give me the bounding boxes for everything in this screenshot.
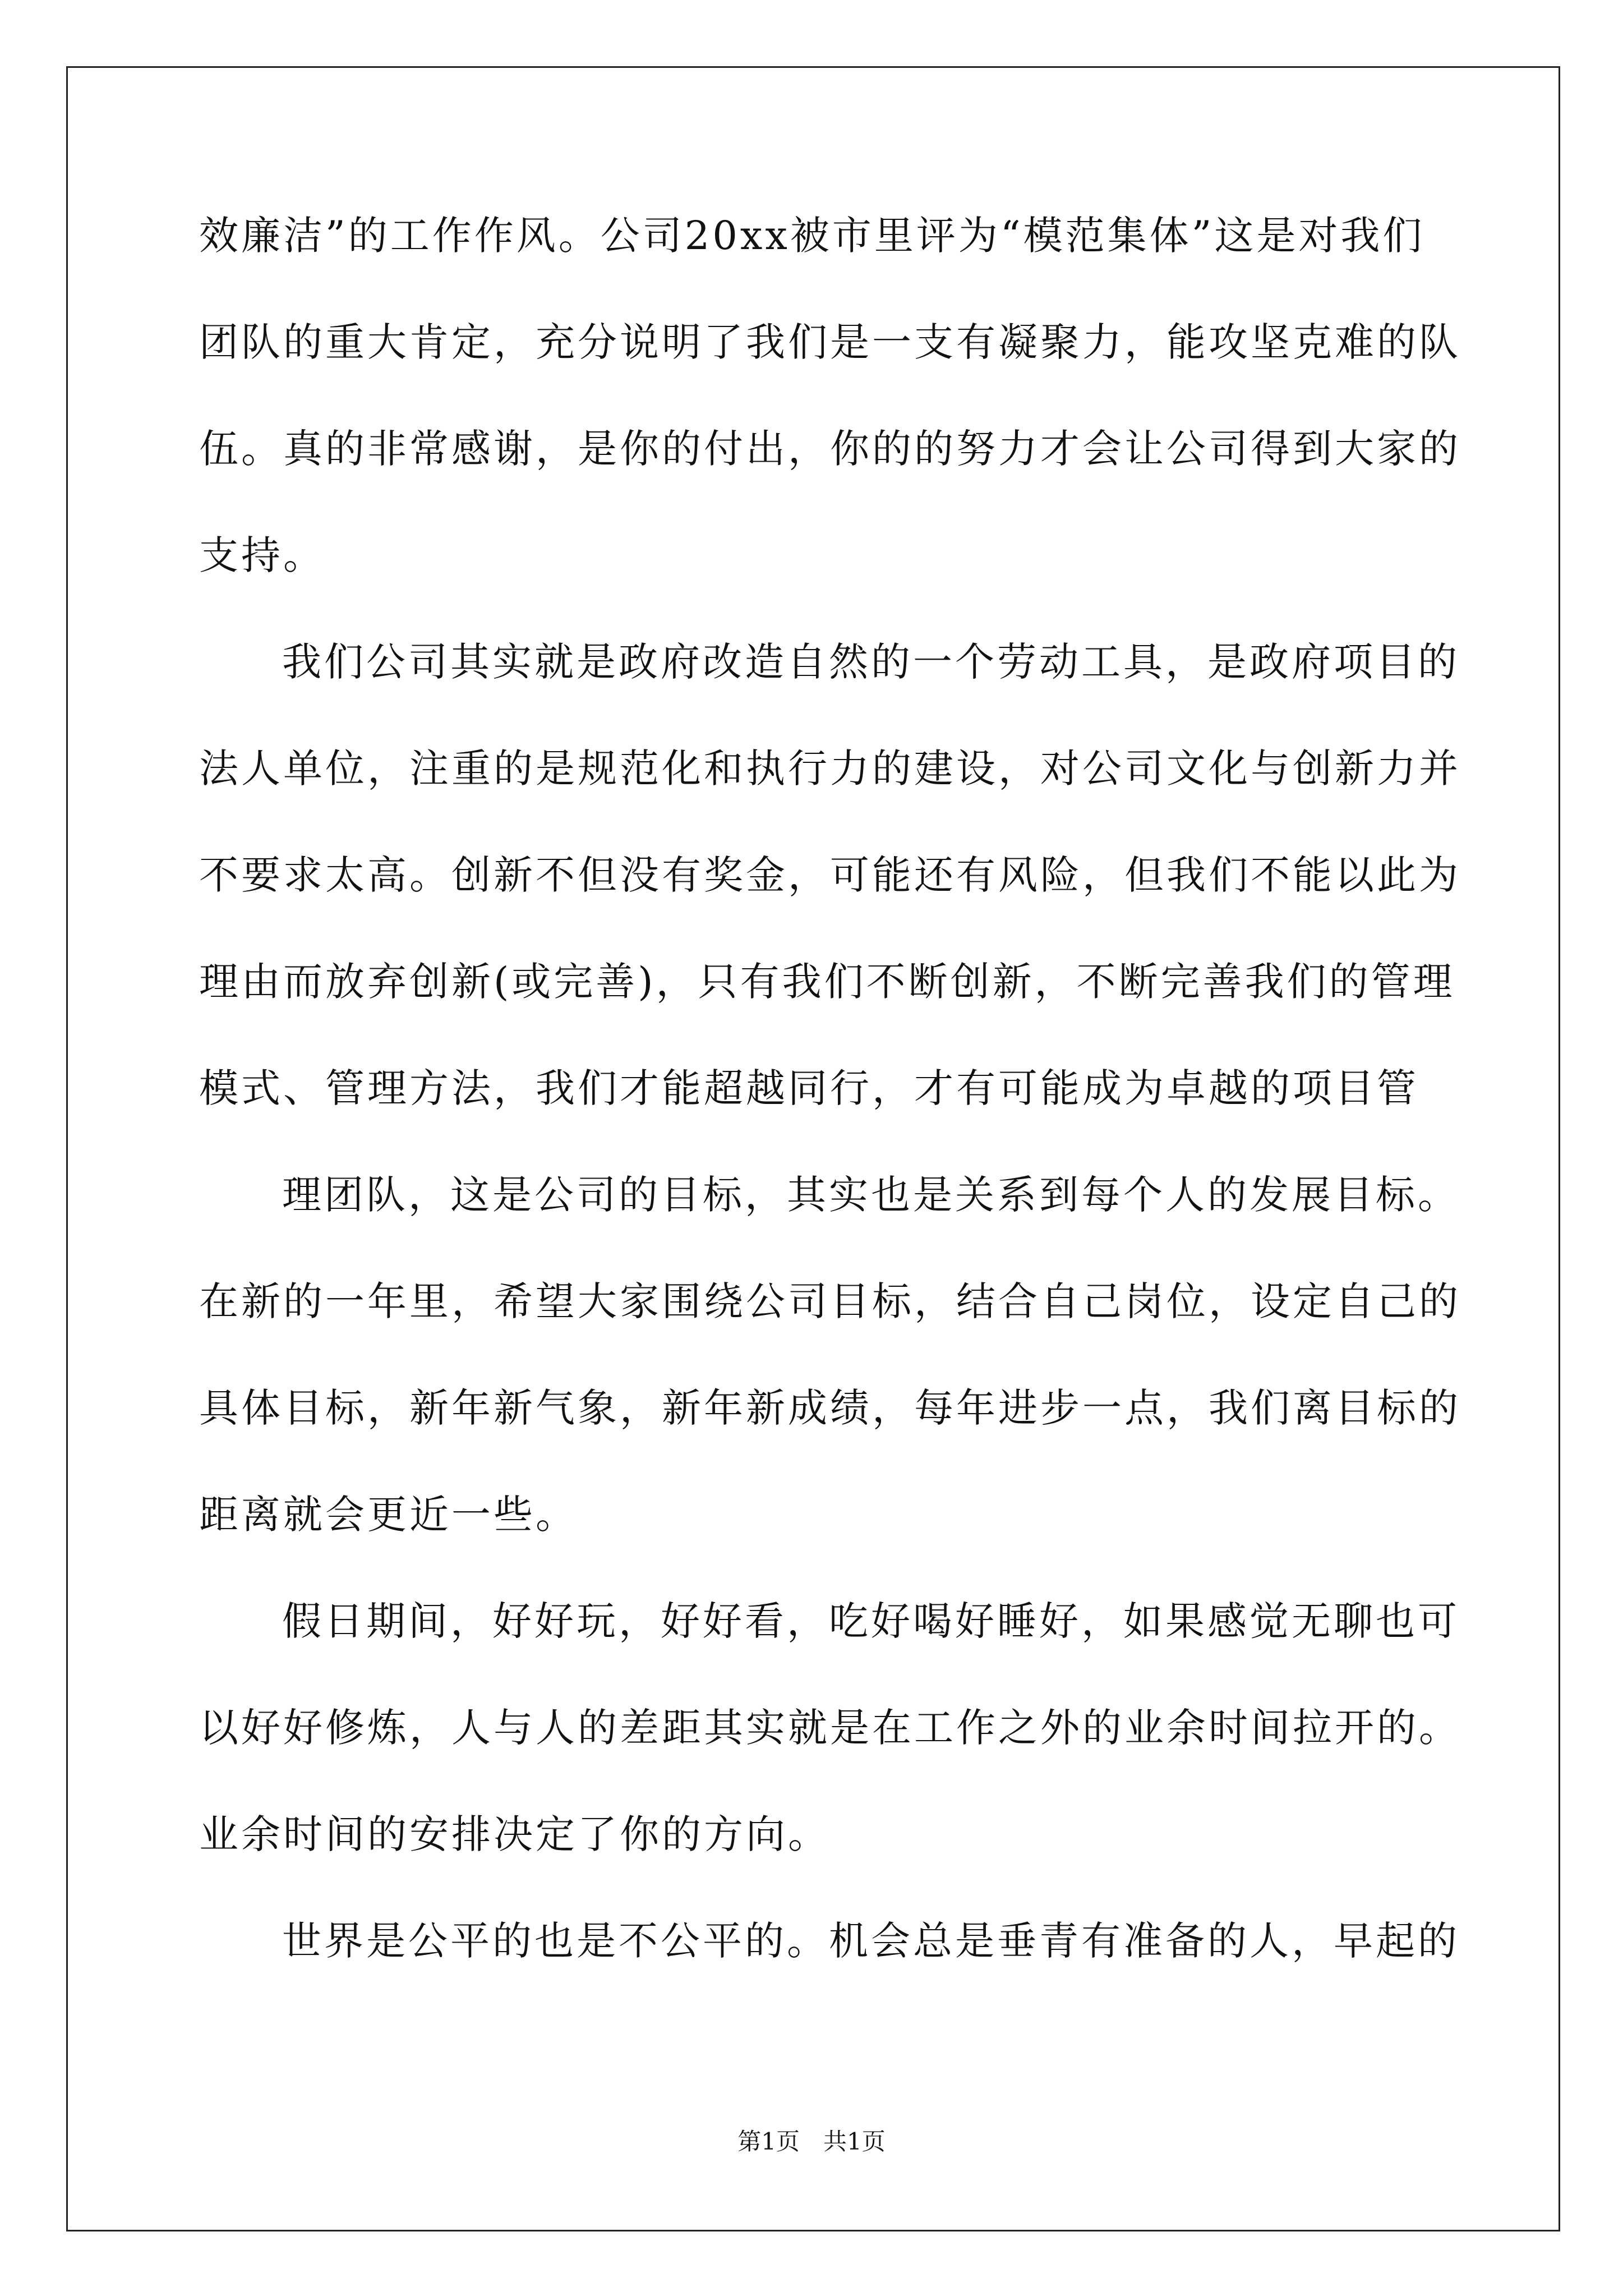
text-line: 在新的一年里，希望大家围绕公司目标，结合自己岗位，设定自己的 xyxy=(199,1278,1461,1324)
paragraph-first-line: 我们公司其实就是政府改造自然的一个劳动工具，是政府项目的 xyxy=(282,639,1460,685)
text-line: 以好好修炼，人与人的差距其实就是在工作之外的业余时间拉开的。 xyxy=(199,1705,1461,1751)
text-line: 具体目标，新年新气象，新年新成绩，每年进步一点，我们离目标的 xyxy=(199,1385,1461,1431)
paragraph-first-line: 世界是公平的也是不公平的。机会总是垂青有准备的人，早起的 xyxy=(282,1918,1460,1964)
text-line: 理由而放弃创新(或完善)，只有我们不断创新，不断完善我们的管理 xyxy=(199,959,1455,1005)
text-line: 模式、管理方法，我们才能超越同行，才有可能成为卓越的项目管 xyxy=(199,1065,1419,1111)
text-line: 团队的重大肯定，充分说明了我们是一支有凝聚力，能攻坚克难的队 xyxy=(199,319,1461,365)
text-line: 不要求太高。创新不但没有奖金，可能还有风险，但我们不能以此为 xyxy=(199,852,1461,898)
text-line: 法人单位，注重的是规范化和执行力的建设，对公司文化与创新力并 xyxy=(199,746,1461,792)
text-line: 业余时间的安排决定了你的方向。 xyxy=(199,1811,830,1857)
text-line: 伍。真的非常感谢，是你的付出，你的的努力才会让公司得到大家的 xyxy=(199,426,1461,472)
text-line: 支持。 xyxy=(199,532,325,578)
page-border xyxy=(66,66,1560,2231)
paragraph-first-line: 理团队，这是公司的目标，其实也是关系到每个人的发展目标。 xyxy=(282,1172,1460,1218)
page-number-footer: 第1页 共1页 xyxy=(737,2128,886,2155)
paragraph-first-line: 假日期间，好好玩，好好看，吃好喝好睡好，如果感觉无聊也可 xyxy=(282,1598,1460,1644)
text-line: 效廉洁”的工作作风。公司20xx被市里评为“模范集体”这是对我们 xyxy=(199,213,1425,259)
text-line: 距离就会更近一些。 xyxy=(199,1492,578,1538)
